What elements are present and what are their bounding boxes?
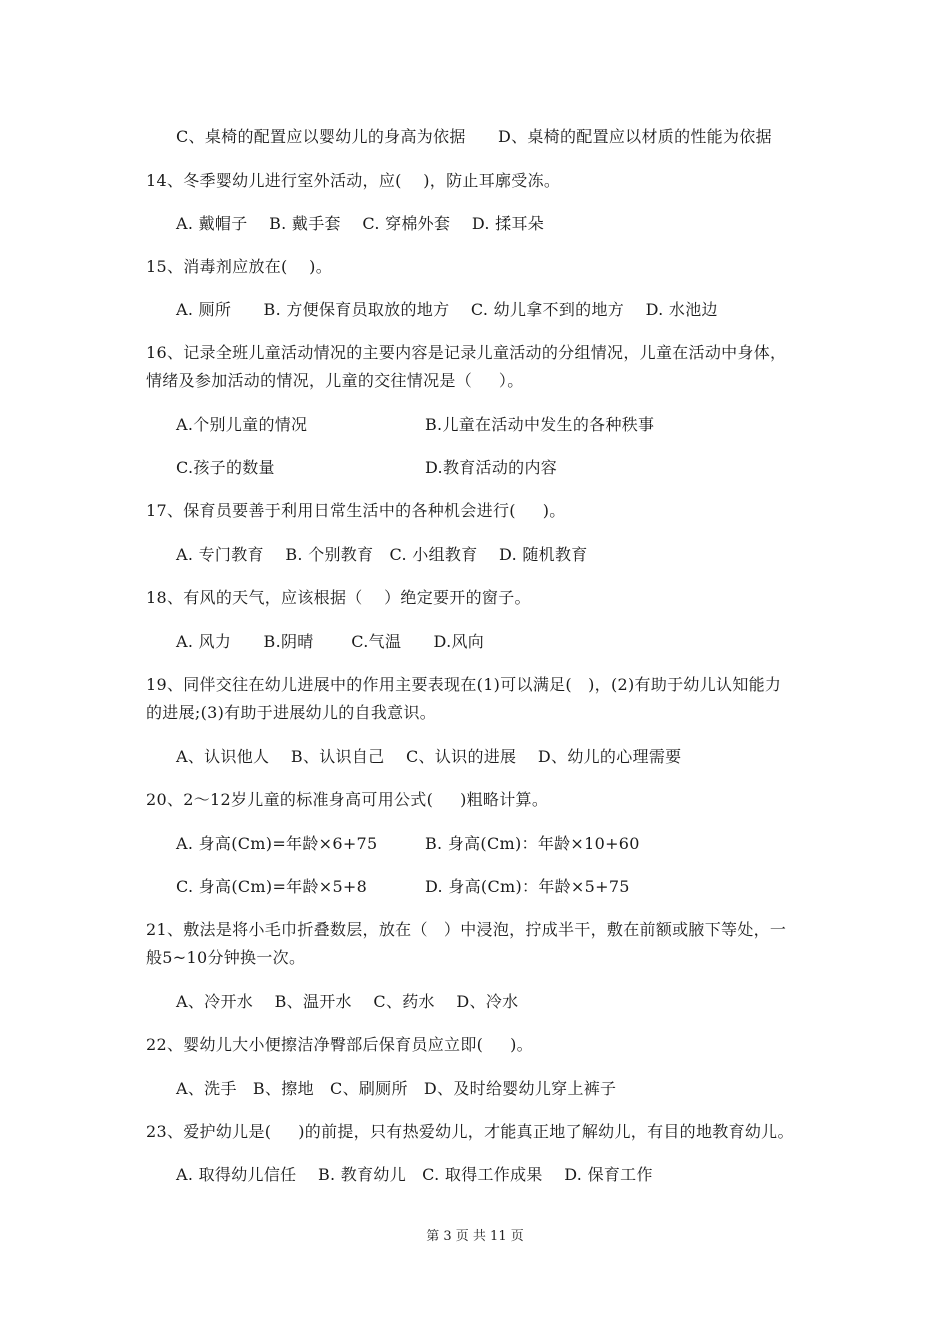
- question-17: 17、保育员要善于利用日常生活中的各种机会进行( )。: [146, 501, 566, 520]
- question-16-option-c: C.孩子的数量: [176, 458, 275, 477]
- question-21-line-1: 21、敷法是将小毛巾折叠数层，放在（ ）中浸泡，拧成半干，敷在前额或腋下等处，一: [146, 920, 787, 939]
- q13-option-c-d: C、桌椅的配置应以婴幼儿的身高为依据 D、桌椅的配置应以材质的性能为依据: [176, 127, 772, 146]
- question-15-options: A. 厕所 B. 方便保育员取放的地方 C. 幼儿拿不到的地方 D. 水池边: [176, 300, 718, 319]
- question-20: 20、2～12岁儿童的标准身高可用公式( )粗略计算。: [146, 790, 549, 809]
- question-18-options: A. 风力 B.阴晴 C.气温 D.风向: [176, 632, 485, 651]
- question-19-line-1: 19、同伴交往在幼儿进展中的作用主要表现在(1)可以满足( )，(2)有助于幼儿认知能力: [146, 675, 782, 694]
- question-20-option-b: B. 身高(Cm)：年龄×10+60: [425, 834, 640, 853]
- question-23-options: A. 取得幼儿信任 B. 教育幼儿 C. 取得工作成果 D. 保育工作: [176, 1165, 653, 1184]
- question-15: 15、消毒剂应放在( )。: [146, 257, 332, 276]
- question-16-line-2: 情绪及参加活动的情况，儿童的交往情况是（ ）。: [146, 371, 524, 390]
- question-16-option-d: D.教育活动的内容: [425, 458, 558, 477]
- question-19-line-2: 的进展;(3)有助于进展幼儿的自我意识。: [146, 703, 437, 722]
- question-21-options: A、冷开水 B、温开水 C、药水 D、冷水: [176, 992, 519, 1011]
- question-16-option-b: B.儿童在活动中发生的各种秩事: [425, 415, 655, 434]
- question-21-line-2: 般5~10分钟换一次。: [146, 948, 306, 967]
- question-18: 18、有风的天气，应该根据（ ）绝定要开的窗子。: [146, 588, 531, 607]
- question-19-options: A、认识他人 B、认识自己 C、认识的进展 D、幼儿的心理需要: [176, 747, 682, 766]
- question-16-line-1: 16、记录全班儿童活动情况的主要内容是记录儿童活动的分组情况，儿童在活动中身体，: [146, 343, 787, 362]
- question-17-options: A. 专门教育 B. 个别教育 C. 小组教育 D. 随机教育: [176, 545, 588, 564]
- page-number-footer: 第 3 页 共 11 页: [426, 1229, 524, 1244]
- question-22-options: A、洗手 B、擦地 C、刷厕所 D、及时给婴幼儿穿上裤子: [176, 1079, 617, 1098]
- question-20-option-a: A. 身高(Cm)=年龄×6+75: [176, 834, 378, 853]
- question-20-option-c: C. 身高(Cm)=年龄×5+8: [176, 877, 368, 896]
- question-14: 14、冬季婴幼儿进行室外活动，应( )，防止耳廓受冻。: [146, 171, 561, 190]
- question-20-option-d: D. 身高(Cm)：年龄×5+75: [425, 877, 630, 896]
- question-22: 22、婴幼儿大小便擦洁净臀部后保育员应立即( )。: [146, 1035, 533, 1054]
- question-14-options: A. 戴帽子 B. 戴手套 C. 穿棉外套 D. 揉耳朵: [176, 214, 545, 233]
- question-16-option-a: A.个别儿童的情况: [176, 415, 308, 434]
- question-23: 23、爱护幼儿是( )的前提，只有热爱幼儿，才能真正地了解幼儿，有目的地教育幼儿。: [146, 1122, 794, 1141]
